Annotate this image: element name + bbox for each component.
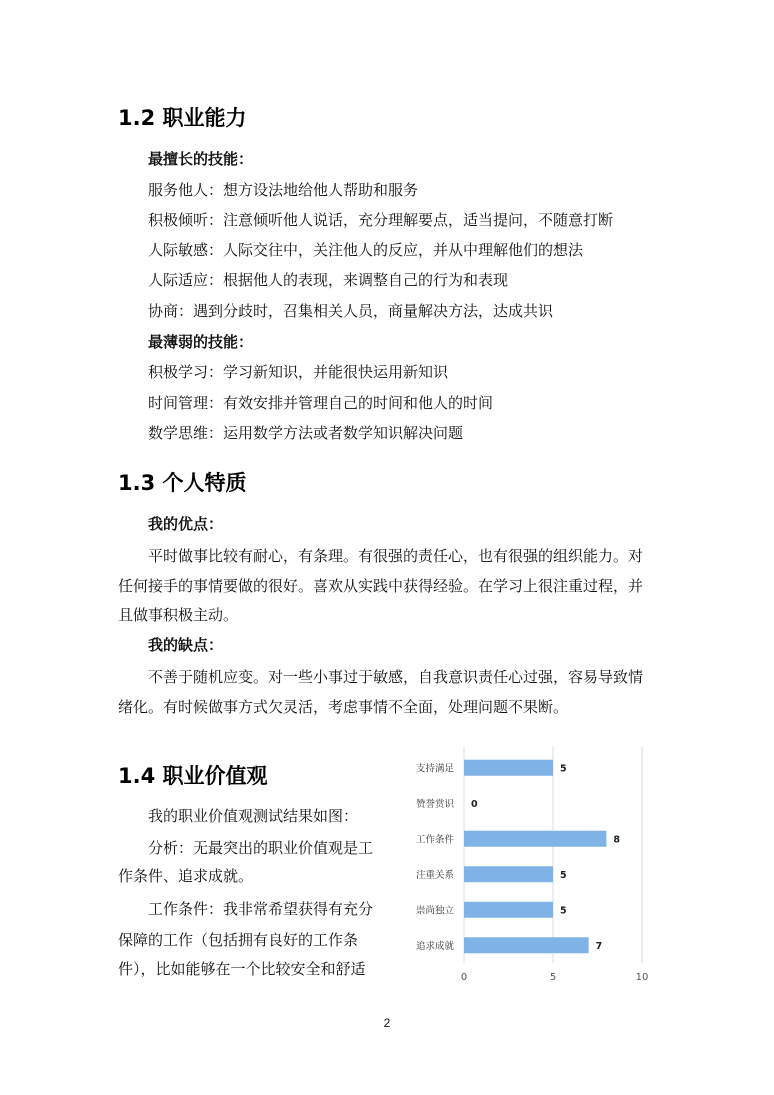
- best-skill-item: 协商：遇到分歧时，召集相关人员，商量解决方法，达成共识: [148, 302, 554, 320]
- category-label: 追求成就: [415, 940, 454, 952]
- section-title-1-2: 1.2 职业能力: [118, 106, 247, 130]
- cons-paragraph-line: 绪化。有时候做事方式欠灵活，考虑事情不全面，处理问题不果断。: [118, 698, 569, 716]
- bar: [464, 760, 553, 776]
- pros-heading: 我的优点：: [148, 515, 224, 533]
- category-label: 支持满足: [415, 763, 454, 775]
- x-tick-label: 10: [635, 972, 649, 983]
- best-skills-heading: 最擅长的技能：: [148, 150, 254, 168]
- bar: [464, 831, 606, 847]
- data-label: 0: [471, 798, 478, 810]
- x-tick-label: 5: [549, 972, 557, 983]
- cons-paragraph-line: 不善于随机应变。对一些小事过于敏感，自我意识责任心过强，容易导致情: [148, 668, 644, 686]
- weak-skill-item: 时间管理：有效安排并管理自己的时间和他人的时间: [148, 394, 494, 412]
- pros-paragraph-line: 任何接手的事情要做的很好。喜欢从实践中获得经验。在学习上很注重过程，并: [118, 577, 644, 595]
- pros-paragraph-line: 平时做事比较有耐心，有条理。有很强的责任心，也有很强的组织能力。对: [148, 547, 644, 565]
- weak-skill-item: 积极学习：学习新知识，并能很快运用新知识: [148, 363, 449, 381]
- weak-skill-item: 数学思维：运用数学方法或者数学知识解决问题: [148, 424, 464, 442]
- values-paragraph-line: 保障的工作（包括拥有良好的工作条: [118, 931, 359, 949]
- category-label: 赞誉赏识: [415, 798, 454, 810]
- values-paragraph-line: 分析：无最突出的职业价值观是工: [148, 839, 374, 857]
- cons-heading: 我的缺点：: [148, 636, 224, 654]
- category-label: 崇尚独立: [415, 905, 454, 917]
- pros-paragraph-line: 且做事积极主动。: [118, 606, 239, 624]
- category-label: 工作条件: [415, 834, 454, 846]
- values-paragraph-line: 工作条件：我非常希望获得有充分: [148, 900, 374, 918]
- values-paragraph-line: 我的职业价值观测试结果如图：: [148, 807, 359, 825]
- best-skill-item: 服务他人：想方设法地给他人帮助和服务: [148, 181, 419, 199]
- x-tick-label: 0: [460, 972, 468, 983]
- weak-skills-heading: 最薄弱的技能：: [148, 333, 254, 351]
- category-label: 注重关系: [415, 869, 454, 881]
- bar: [464, 937, 589, 953]
- section-title-1-3: 1.3 个人特质: [118, 471, 247, 495]
- section-title-1-4: 1.4 职业价值观: [118, 764, 268, 788]
- data-label: 8: [613, 834, 621, 846]
- data-label: 7: [595, 940, 603, 952]
- data-label: 5: [560, 869, 567, 881]
- page-number: 2: [383, 1016, 391, 1030]
- best-skill-item: 人际敏感：人际交往中，关注他人的反应，并从中理解他们的想法: [148, 241, 584, 259]
- bar: [464, 902, 553, 918]
- best-skill-item: 积极倾听：注意倾听他人说话，充分理解要点，适当提问，不随意打断: [148, 211, 614, 229]
- values-paragraph-line: 件），比如能够在一个比较安全和舒适: [118, 960, 366, 978]
- values-paragraph-line: 作条件、追求成就。: [118, 867, 254, 885]
- values-bar-chart: [392, 745, 662, 990]
- data-label: 5: [560, 763, 567, 775]
- bar: [464, 866, 553, 882]
- best-skill-item: 人际适应：根据他人的表现，来调整自己的行为和表现: [148, 271, 509, 289]
- data-label: 5: [560, 905, 567, 917]
